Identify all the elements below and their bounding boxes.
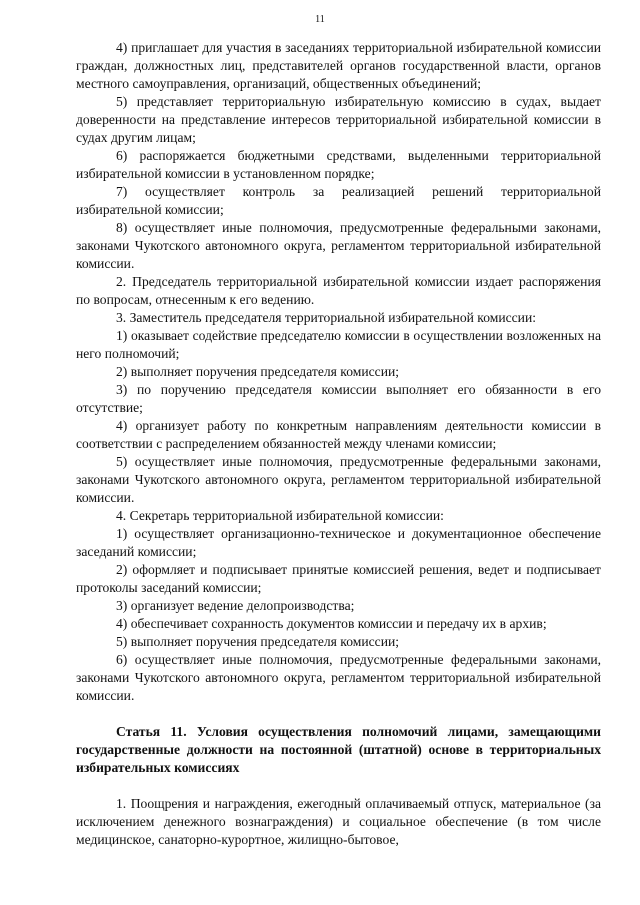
paragraph-deputy-item-1: 1) оказывает содействие председателю комиссии в осуществлении возложенных на него полномочий; — [76, 328, 601, 361]
paragraph-item-8-other-powers: 8) осуществляет иные полномочия, предусмотренные федеральными законами, законами Чукотского автономного округа, регламентом территориальной избирательной комиссии. — [76, 220, 601, 271]
paragraph-section-4-secretary: 4. Секретарь территориальной избирательной комиссии: — [116, 508, 444, 523]
paragraph-secretary-item-3: 3) организует ведение делопроизводства; — [116, 598, 355, 613]
paragraph-item-4-invites: 4) приглашает для участия в заседаниях территориальной избирательной комиссии граждан, должностных лиц, представителей органов государственной власти, органов местного самоуправления, организаций, общественных объединений; — [76, 40, 601, 91]
paragraph-item-7-control: 7) осуществляет контроль за реализацией решений территориальной избирательной комиссии; — [76, 184, 601, 217]
paragraph-deputy-item-5: 5) осуществляет иные полномочия, предусмотренные федеральными законами, законами Чукотского автономного округа, регламентом территориальной избирательной комиссии. — [76, 454, 601, 505]
paragraph-item-5-represents: 5) представляет территориальную избирательную комиссию в судах, выдает доверенности на представление интересов территориальной избирательной комиссии в судах другим лицам; — [76, 94, 601, 145]
page-number: 11 — [315, 14, 325, 25]
paragraph-deputy-item-4: 4) организует работу по конкретным направлениям деятельности комиссии в соответствии с распределением обязанностей между членами комиссии; — [76, 418, 601, 451]
paragraph-section-2-chairman-orders: 2. Председатель территориальной избирательной комиссии издает распоряжения по вопросам, отнесенным к его ведению. — [76, 274, 601, 307]
paragraph-deputy-item-3: 3) по поручению председателя комиссии выполняет его обязанности в его отсутствие; — [76, 382, 601, 415]
paragraph-deputy-item-2: 2) выполняет поручения председателя комиссии; — [116, 364, 400, 379]
document-body — [76, 39, 601, 849]
paragraph-section-3-deputy-chairman: 3. Заместитель председателя территориальной избирательной комиссии: — [116, 310, 537, 325]
article-11-paragraph-1: 1. Поощрения и награждения, ежегодный оплачиваемый отпуск, материальное (за исключением денежного вознаграждения) и социальное обеспечение (в том числе медицинское, санаторно-курортное, жилищно-бытовое, — [76, 796, 601, 847]
paragraph-secretary-item-6: 6) осуществляет иные полномочия, предусмотренные федеральными законами, законами Чукотского автономного округа, регламентом территориальной избирательной комиссии. — [76, 652, 601, 703]
paragraph-secretary-item-4: 4) обеспечивает сохранность документов комиссии и передачу их в архив; — [116, 616, 547, 631]
paragraph-secretary-item-5: 5) выполняет поручения председателя комиссии; — [116, 634, 400, 649]
paragraph-secretary-item-1: 1) осуществляет организационно-техническое и документационное обеспечение заседаний комиссии; — [76, 526, 601, 559]
paragraph-item-6-budget: 6) распоряжается бюджетными средствами, выделенными территориальной избирательной комиссии в установленном порядке; — [76, 148, 601, 181]
article-11-heading: Статья 11. Условия осуществления полномочий лицами, замещающими государственные должности на постоянной (штатной) основе в территориальных избирательных комиссиях — [76, 724, 601, 775]
paragraph-secretary-item-2: 2) оформляет и подписывает принятые комиссией решения, ведет и подписывает протоколы заседаний комиссии; — [76, 562, 601, 595]
